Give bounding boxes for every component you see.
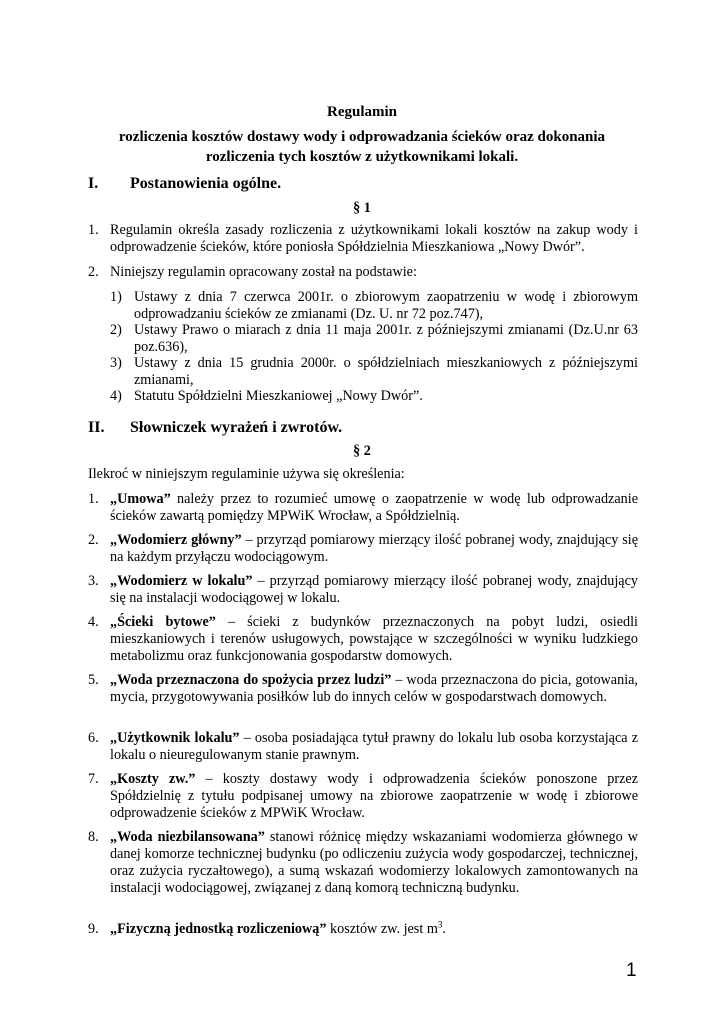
definition-2-number: 2.	[88, 532, 99, 548]
definition-6-term: „Użytkownik lokalu”	[110, 730, 240, 746]
section-1-item-1-number: 1.	[88, 222, 99, 238]
subitem-3-number: 3)	[110, 355, 122, 371]
definition-9-text: kosztów zw. jest m	[326, 921, 438, 937]
subitem-4-number: 4)	[110, 388, 122, 404]
definition-3-text: – przyrząd pomiarowy mierzący ilość pobranej wody, znajdujący się na instalacji wodociągowej w lokalu.	[110, 573, 638, 606]
definition-9-term: „Fizyczną jednostką rozliczeniową”	[110, 921, 327, 937]
definition-6-text: – osoba posiadająca tytuł prawny do lokalu lub osoba korzystająca z lokalu o nieuregulowanym stanie prawnym.	[110, 730, 639, 763]
definition-2	[110, 532, 638, 566]
definition-4-number: 4.	[88, 614, 99, 630]
definition-9	[110, 921, 638, 938]
subitem-3-text: Ustawy z dnia 15 grudnia 2000r. o spółdzielniach mieszkaniowych z późniejszymi zmianami,	[134, 355, 638, 388]
definition-8-term: „Woda niezbilansowana”	[110, 829, 265, 845]
subitem-4-text: Statutu Spółdzielni Mieszkaniowej „Nowy Dwór”.	[134, 388, 423, 404]
definition-7-text: – koszty dostawy wody i odprowadzenia ścieków ponoszone przez Spółdzielnię z tytułu podpisanej umowy na zbiorowe zaopatrzenie w wodę i zbiorowe odprowadzenie ścieków z MPWiK Wrocław.	[110, 771, 638, 821]
definition-5-term: „Woda przeznaczona do spożycia przez ludzi”	[110, 672, 392, 688]
document-subtitle-line1: rozliczenia kosztów dostawy wody i odprowadzania ścieków oraz dokonania	[118, 129, 606, 145]
definition-5-text: – woda przeznaczona do picia, gotowania, mycia, przygotowywania posiłków lub do innych celów w gospodarstwach domowych.	[110, 672, 638, 705]
definition-4-text: – ścieki z budynków przeznaczonych na pobyt ludzi, osiedli mieszkaniowych i terenów usługowych, powstające w szczególności w wyniku ludzkiego metabolizmu oraz funkcjonowania gospodarstw domowych.	[110, 614, 638, 664]
section-1-item-2-text: Niniejszy regulamin opracowany został na podstawie:	[110, 264, 417, 280]
section-1-item-1-text: Regulamin określa zasady rozliczenia z użytkownikami lokali kosztów na zakup wody i odprowadzenie ścieków, które poniosła Spółdzielnia Mieszkaniowa „Nowy Dwór”.	[110, 222, 638, 255]
subitem-1-number: 1)	[110, 289, 122, 305]
definition-1-text: należy przez to rozumieć umowę o zaopatrzenie w wodę lub odprowadzanie ścieków zawartą pomiędzy MPWiK Wrocław, a Spółdzielnią.	[110, 491, 638, 524]
definition-5	[110, 672, 638, 706]
page-number: 1	[626, 960, 637, 981]
section-1-item-2-number: 2.	[88, 264, 99, 280]
definition-6	[110, 730, 638, 764]
document-title: Regulamin	[326, 104, 397, 120]
section-1-heading: Postanowienia ogólne.	[130, 175, 282, 192]
subitem-2-number: 2)	[110, 322, 122, 338]
definition-6-number: 6.	[88, 730, 99, 746]
definition-9-tail: .	[442, 921, 446, 937]
section-1-paragraph-sign: § 1	[353, 200, 371, 216]
section-1-numeral: I.	[88, 175, 99, 192]
definition-1-number: 1.	[88, 491, 99, 507]
definition-9-number: 9.	[88, 921, 99, 937]
definition-3	[110, 573, 638, 607]
subitem-1-text: Ustawy z dnia 7 czerwca 2001r. o zbiorowym zaopatrzeniu w wodę i zbiorowym odprowadzaniu ścieków ze zmianami (Dz. U. nr 72 poz.747),	[134, 289, 638, 322]
definition-3-term: „Wodomierz w lokalu”	[110, 573, 253, 589]
definitions-intro: Ilekroć w niniejszym regulaminie używa się określenia:	[88, 466, 405, 482]
definition-2-term: „Wodomierz główny”	[110, 532, 242, 548]
document-subtitle-line2: rozliczenia tych kosztów z użytkownikami lokali.	[205, 149, 519, 165]
definition-2-text: – przyrząd pomiarowy mierzący ilość pobranej wody, znajdujący się na każdym przyłączu wodociągowym.	[110, 532, 639, 565]
definition-4	[110, 614, 638, 665]
section-2-numeral: II.	[88, 419, 105, 436]
definition-9-superscript: 3	[437, 919, 443, 930]
subitem-2-text: Ustawy Prawo o miarach z dnia 11 maja 2001r. z późniejszymi zmianami (Dz.U.nr 63 poz.636),	[134, 322, 638, 355]
definition-3-number: 3.	[88, 573, 99, 589]
definition-8	[110, 829, 638, 897]
definition-7	[110, 771, 638, 822]
definition-7-term: „Koszty zw.”	[110, 771, 196, 787]
definition-8-text: stanowi różnicę między wskazaniami wodomierza głównego w danej komorze technicznej budynku (po odliczeniu zużycia wody gospodarczej, technicznej, oraz zużycia ryczałtowego), a sumą wskazań wodomierzy lokalowych zamontowanych na instalacji wodociągowej, związanej z daną komorą techniczną budynku.	[110, 829, 638, 896]
definition-8-number: 8.	[88, 829, 99, 845]
section-2-paragraph-sign: § 2	[353, 443, 371, 459]
section-2-heading: Słowniczek wyrażeń i zwrotów.	[130, 419, 343, 436]
definition-1-term: „Umowa”	[110, 491, 171, 507]
definition-1	[110, 491, 638, 525]
definition-7-number: 7.	[88, 771, 99, 787]
definition-5-number: 5.	[88, 672, 99, 688]
definition-4-term: „Ścieki bytowe”	[110, 614, 216, 630]
